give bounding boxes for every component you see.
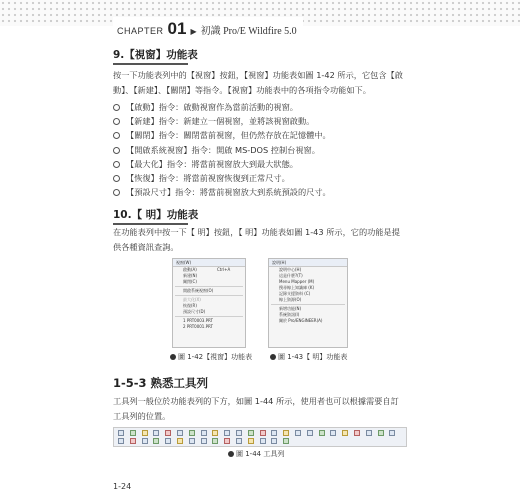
section-10-heading: 10.【 明】功能表: [113, 207, 198, 222]
toolbar-icon: [307, 430, 313, 436]
menu-item[interactable]: 1 PRT0003.PRT: [183, 318, 213, 323]
chapter-header: [113, 17, 303, 41]
list-item: 【新建】指令：新建立一個視窗，並將該視窗啟動。: [113, 116, 314, 127]
chapter-arrow-icon: ▶: [190, 27, 197, 36]
list-item: 【恢復】指令：將當前視窗恢復到正常尺寸。: [113, 173, 290, 184]
toolbar-icon: [142, 430, 148, 436]
page-number: 1-24: [113, 482, 132, 491]
heading-underline: [113, 63, 188, 65]
menu-item[interactable]: 新增功能(N): [279, 306, 302, 311]
menu-item[interactable]: 說明中心(H): [279, 267, 302, 272]
bullet-circle-icon: [113, 147, 120, 154]
toolbar-icon: [177, 438, 183, 444]
menu-item[interactable]: 2 PRT0001.PRT: [183, 324, 213, 329]
toolbar-icon: [330, 430, 336, 436]
list-item: 【開啟系統視窗】指令：開啟 MS-DOS 控制台視窗。: [113, 145, 320, 156]
menu-item[interactable]: 恢復(R): [183, 303, 197, 308]
toolbar-icon: [342, 430, 348, 436]
menu-item[interactable]: 開啟系統視窗(O): [183, 288, 214, 293]
toolbar-icon: [283, 438, 289, 444]
menu-item[interactable]: 線上資源(O): [279, 297, 302, 302]
toolbar-icon: [366, 430, 372, 436]
toolbar-icon: [354, 430, 360, 436]
toolbar-icon: [271, 430, 277, 436]
bullet-circle-icon: [113, 161, 120, 168]
chapter-title: 初識 Pro/E Wildfire 5.0: [200, 26, 297, 37]
toolbar-icon: [165, 438, 171, 444]
menu-item[interactable]: 這是什麼?(T): [279, 273, 303, 278]
toolbar-icon: [236, 430, 242, 436]
list-item: 【預設尺寸】指令：將當前視窗放大到系統預設的尺寸。: [113, 187, 331, 198]
toolbar-icon: [224, 430, 230, 436]
toolbar-figure: [113, 427, 407, 447]
list-item: 【啟動】指令：啟動視窗作為當前活動的視窗。: [113, 102, 298, 113]
toolbar-icon: [165, 430, 171, 436]
menu-item[interactable]: 預設尺寸(D): [183, 309, 206, 314]
toolbar-icon: [201, 438, 207, 444]
menu-item[interactable]: 關閉(C): [183, 279, 197, 284]
window-menu-figure: [172, 258, 246, 348]
toolbar-icon: [153, 430, 159, 436]
toolbar-icon: [224, 438, 230, 444]
chapter-number: 01: [167, 19, 187, 38]
section-10-intro: 在功能表列中按一下【 明】按鈕，【 明】功能表如圖 1-43 所示，它的功能是提供各種資訊查詢。: [113, 227, 400, 252]
window-menu-items: [173, 267, 245, 330]
toolbar-icon: [283, 430, 289, 436]
toolbar-icon: [389, 430, 395, 436]
section-153-heading: 1-5-3 熟悉工具列: [113, 376, 209, 390]
bullet-circle-icon: [113, 175, 120, 182]
toolbar-icon: [177, 430, 183, 436]
toolbar-icon: [248, 438, 254, 444]
toolbar-icon: [118, 430, 124, 436]
menu-item[interactable]: Menu Mapper (M): [279, 279, 315, 284]
toolbar-icon: [212, 430, 218, 436]
toolbar-icon: [142, 438, 148, 444]
toolbar-icon: [271, 438, 277, 444]
menu-item[interactable]: 搜尋線上知識庫 (K): [279, 285, 315, 290]
section-9-intro: 按一下功能表列中的【視窗】按鈕，【視窗】功能表如圖 1-42 所示，它包含【啟動】、【新建】、【關閉】等指令。【視窗】功能表中的各項指令功能如下。: [113, 70, 403, 95]
toolbar-icon: [201, 430, 207, 436]
toolbar-icon: [236, 438, 242, 444]
toolbar-icon: [378, 430, 384, 436]
list-item: 【最大化】指令：將當前視窗放大到最大狀態。: [113, 159, 298, 170]
toolbar-icon: [248, 430, 254, 436]
menu-item[interactable]: 最大化(X): [183, 297, 201, 302]
bullet-circle-icon: [113, 189, 120, 196]
toolbar-icon: [153, 438, 159, 444]
menu-item[interactable]: 記錄支援資料 (C): [279, 291, 311, 296]
toolbar-icon: [118, 438, 124, 444]
bullet-circle-icon: [113, 132, 120, 139]
bullet-circle-icon: [113, 104, 120, 111]
figure-43-caption: 圖 1-43【 明】功能表: [270, 352, 347, 362]
section-153-intro: 工具列一般位於功能表列的下方，如圖 1-44 所示，使用者也可以根據需要自訂工具列的位置。: [113, 396, 399, 421]
section-9-heading: 9.【視窗】功能表: [113, 47, 198, 62]
chapter-label: CHAPTER: [117, 26, 164, 36]
camera-icon: [228, 451, 234, 457]
toolbar-icon: [189, 438, 195, 444]
help-menu-figure: [268, 258, 348, 348]
menu-item[interactable]: 啟動(A) Ctrl+A: [183, 267, 231, 272]
figure-42-caption: 圖 1-42【視窗】功能表: [170, 352, 252, 362]
menu-separator: [175, 316, 243, 317]
toolbar-icon: [130, 438, 136, 444]
window-menu-title: 視窗(W): [173, 259, 245, 267]
menu-item[interactable]: 關於 Pro/ENGINEER(A): [279, 318, 323, 323]
figure-44-caption: 圖 1-44 工具列: [228, 449, 284, 459]
camera-icon: [270, 354, 276, 360]
toolbar-icon: [260, 430, 266, 436]
toolbar-icon: [212, 438, 218, 444]
menu-item[interactable]: 系統資訊(I): [279, 312, 300, 317]
menu-separator: [175, 286, 243, 287]
help-menu-items: [269, 267, 347, 324]
list-item: 【關閉】指令：關閉當前視窗，但仍然存放在記憶體中。: [113, 130, 331, 141]
toolbar-icon: [319, 430, 325, 436]
help-menu-title: 說明(H): [269, 259, 347, 267]
toolbar-icon: [295, 430, 301, 436]
bullet-circle-icon: [113, 118, 120, 125]
menu-item[interactable]: 新建(N): [183, 273, 198, 278]
toolbar-icon: [189, 430, 195, 436]
toolbar-icon: [130, 430, 136, 436]
menu-separator: [175, 295, 243, 296]
menu-separator: [271, 304, 345, 305]
toolbar-icon: [260, 438, 266, 444]
camera-icon: [170, 354, 176, 360]
